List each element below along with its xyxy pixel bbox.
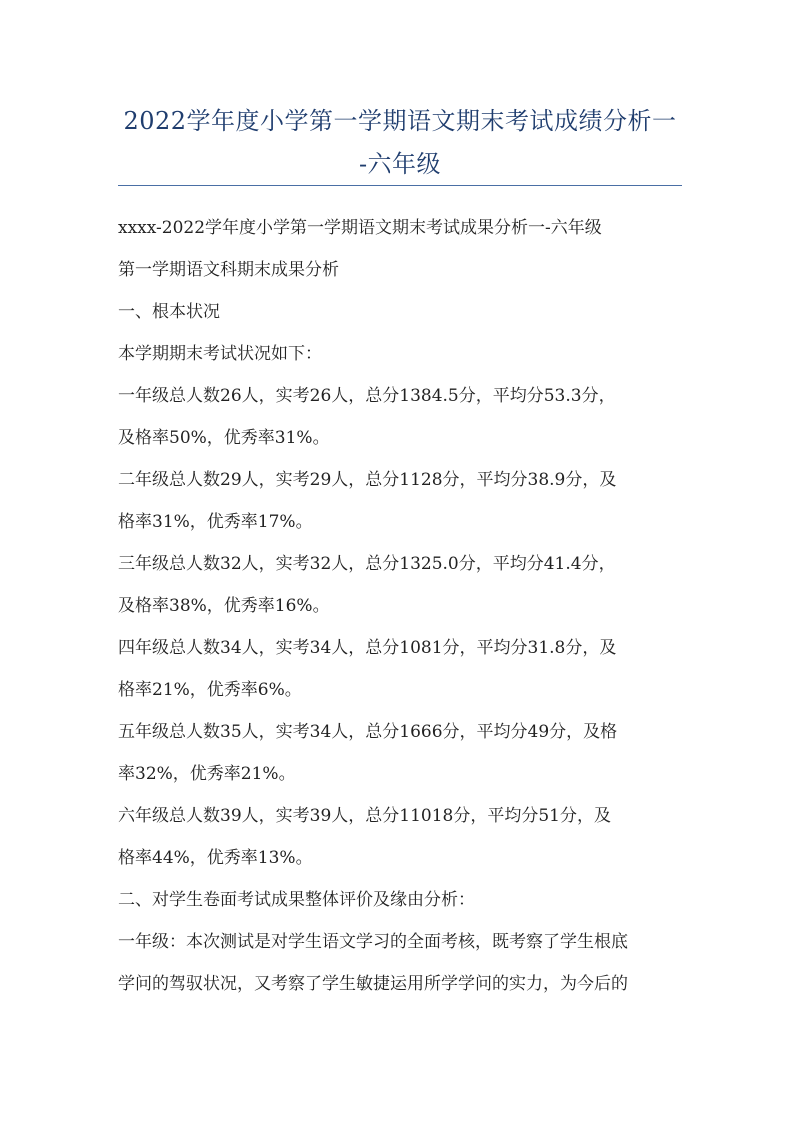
document-title-line-2: -六年级	[358, 150, 442, 178]
section-heading-evaluation: 二、对学生卷面考试成果整体评价及缘由分析：	[118, 890, 475, 910]
body-line-intro: 本学期期末考试状况如下：	[118, 344, 322, 364]
body-line-grade3-b: 及格率38%，优秀率16%。	[118, 596, 330, 616]
body-line-grade5-a: 五年级总人数35人，实考34人，总分1666分，平均分49分，及格	[118, 722, 618, 742]
section-heading-basic: 一、根本状况	[118, 302, 220, 322]
body-line-subtitle: xxxx-2022学年度小学第一学期语文期末考试成果分析一-六年级	[118, 218, 602, 238]
body-line-grade1-b: 及格率50%，优秀率31%。	[118, 428, 330, 448]
body-line-grade4-a: 四年级总人数34人，实考34人，总分1081分，平均分31.8分，及	[118, 638, 617, 658]
body-line-grade5-b: 率32%，优秀率21%。	[118, 764, 296, 784]
body-line-grade4-b: 格率21%，优秀率6%。	[118, 680, 302, 700]
body-line-grade2-a: 二年级总人数29人，实考29人，总分1128分，平均分38.9分，及	[118, 470, 617, 490]
document-title-line-1: 2022学年度小学第一学期语文期末考试成绩分析一	[123, 107, 677, 135]
body-line-grade6-b: 格率44%，优秀率13%。	[118, 848, 313, 868]
body-line-grade3-a: 三年级总人数32人，实考32人，总分1325.0分，平均分41.4分，	[118, 554, 616, 574]
body-line-eval-1: 一年级：本次测试是对学生语文学习的全面考核，既考察了学生根底	[118, 932, 628, 952]
body-line-grade1-a: 一年级总人数26人，实考26人，总分1384.5分，平均分53.3分，	[118, 386, 616, 406]
body-line-heading: 第一学期语文科期末成果分析	[118, 260, 339, 280]
body-line-eval-2: 学问的驾驭状况，又考察了学生敏捷运用所学学问的实力，为今后的	[118, 974, 628, 994]
title-divider	[118, 185, 682, 186]
body-line-grade2-b: 格率31%，优秀率17%。	[118, 512, 313, 532]
body-line-grade6-a: 六年级总人数39人，实考39人，总分11018分，平均分51分，及	[118, 806, 611, 826]
